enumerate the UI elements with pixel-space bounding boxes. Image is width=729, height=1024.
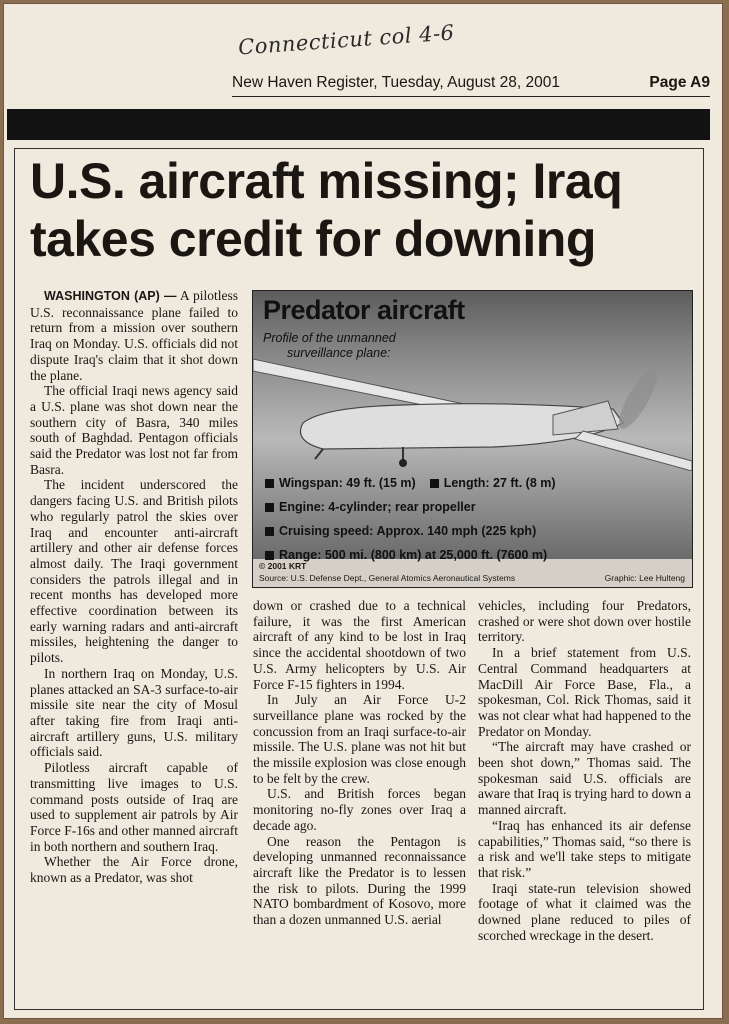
headline-line-2: takes credit for downing xyxy=(30,211,596,267)
article-paragraph: In a brief statement from U.S. Central Command headquarters at MacDill Air Force Base, Fla., a spokesman, Col. Rick Thomas, said it was not clear what had happened to the Predator on Monday. xyxy=(478,645,691,739)
article-column-1 xyxy=(30,288,238,886)
spec-list xyxy=(265,471,556,567)
bullet-square-icon xyxy=(265,503,274,512)
graphic-subtitle: Profile of the unmanned surveillance plane: xyxy=(263,331,396,360)
article-paragraph: In northern Iraq on Monday, U.S. planes attacked an SA-3 surface-to-air missile site near the city of Mosul after taking fire from Iraqi anti-aircraft artillery guns, U.S. military officials said. xyxy=(30,665,238,760)
article-paragraph: U.S. and British forces began monitoring no-fly zones over Iraq a decade ago. xyxy=(253,786,466,833)
headline-line-1: U.S. aircraft missing; Iraq xyxy=(30,153,623,209)
spec-item: Length: 27 ft. (8 m) xyxy=(430,476,556,490)
article-paragraph: Iraqi state-run television showed footage of what it claimed was the downed plane reduced to piles of scorched wreckage in the desert. xyxy=(478,880,691,943)
page-number: Page A9 xyxy=(649,74,710,91)
spec-item: Wingspan: 49 ft. (15 m) xyxy=(265,476,416,490)
graphic-source-line xyxy=(259,573,685,583)
handwritten-note: Connecticut col 4-6 xyxy=(237,20,456,60)
masthead xyxy=(232,74,710,97)
article-paragraph: vehicles, including four Predators, crashed or were shot down over hostile territory. xyxy=(478,598,691,645)
dateline: WASHINGTON (AP) — xyxy=(44,289,177,303)
spec-item: Engine: 4-cylinder; rear propeller xyxy=(265,500,476,514)
spec-item: Range: 500 mi. (800 km) at 25,000 ft. (7600 m) xyxy=(265,548,547,562)
article-column-2 xyxy=(253,598,466,928)
graphic-credit: Graphic: Lee Hulteng xyxy=(604,573,685,583)
bullet-square-icon xyxy=(430,479,439,488)
black-rule-bar xyxy=(7,109,710,140)
article-paragraph: down or crashed due to a technical failure, it was the first American aircraft of any kind to be lost in Iraq since the accidental shootdown of two U.S. Army helicopters by U.S. Air Force F-15 fighters in 1994. xyxy=(253,598,466,692)
publication-line: New Haven Register, Tuesday, August 28, 2001 xyxy=(232,74,560,91)
article-paragraph: Whether the Air Force drone, known as a Predator, was shot xyxy=(30,854,238,886)
bullet-square-icon xyxy=(265,527,274,536)
article-paragraph: In July an Air Force U-2 surveillance plane was rocked by the concussion from an Iraqi surface-to-air missile. The U.S. plane was not hit but the missile explosion was close enough to be felt by the crew. xyxy=(253,692,466,786)
bullet-square-icon xyxy=(265,479,274,488)
article-paragraph: WASHINGTON (AP) — A pilotless U.S. reconnaissance plane failed to return from a mission over southern Iraq on Monday. U.S. officials did not dispute Iraq's claim that it shot down the plane. xyxy=(30,288,238,383)
predator-graphic xyxy=(252,290,693,588)
article-paragraph: “Iraq has enhanced its air defense capabilities,” Thomas said, “so there is a risk and we'll take steps to mitigate that risk.” xyxy=(478,817,691,880)
article-paragraph: The official Iraqi news agency said a U.S. plane was shot down near the southern city of Basra, 340 miles south of Baghdad. Pentagon officials said the Predator was lost not far from Basra. xyxy=(30,383,238,477)
spec-item: Cruising speed: Approx. 140 mph (225 kph) xyxy=(265,524,536,538)
article-paragraph: “The aircraft may have crashed or been shot down,” Thomas said. The spokesman said U.S. officials are aware that Iraq is trying hard to down a manned aircraft. xyxy=(478,739,691,818)
bullet-square-icon xyxy=(265,551,274,560)
graphic-copyright: © 2001 KRT xyxy=(259,561,307,571)
graphic-title: Predator aircraft xyxy=(263,295,465,325)
article-paragraph: Pilotless aircraft capable of transmitting live images to U.S. command posts outside of Iraq are used to supplement air patrols by Air Force F-16s and other manned aircraft in both northern and southern Iraq. xyxy=(30,760,238,854)
article-paragraph: One reason the Pentagon is developing unmanned reconnaissance aircraft like the Predator is to lessen the risk to pilots. During the 1999 NATO bombardment of Kosovo, more than a dozen unmanned U.S. aerial xyxy=(253,833,466,928)
graphic-source: Source: U.S. Defense Dept., General Atomics Aeronautical Systems xyxy=(259,573,516,583)
article-column-3 xyxy=(478,598,691,943)
headline xyxy=(30,152,700,268)
article-paragraph: The incident underscored the dangers facing U.S. and British pilots who regularly patrol the skies over Iraq and encounter anti-aircraft artillery and other air defense forces almost daily. The Iraqi government considers the patrols illegal and in recent months has developed more effective coordination between its early warning radars and anti-aircraft missiles, heightening the danger to pilots. xyxy=(30,477,238,666)
